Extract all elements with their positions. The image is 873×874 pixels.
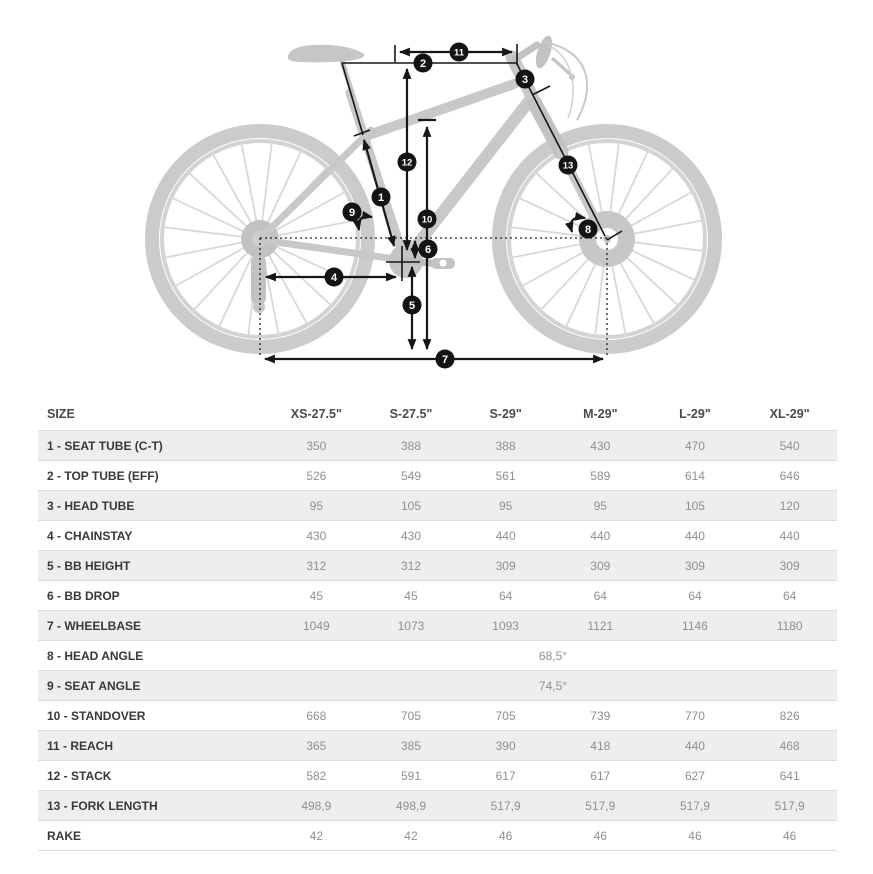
value-cell: 1093 bbox=[458, 611, 553, 641]
spoke bbox=[162, 242, 245, 258]
table-row bbox=[38, 761, 837, 791]
value-cell-spanned: 68,5° bbox=[269, 641, 837, 671]
row-label: 2 - TOP TUBE (EFF) bbox=[38, 461, 269, 491]
row-label: 5 - BB HEIGHT bbox=[38, 551, 269, 581]
marker-badge-7 bbox=[436, 350, 455, 369]
spoke bbox=[173, 246, 247, 287]
svg-text:10: 10 bbox=[421, 214, 433, 226]
table-row bbox=[38, 521, 837, 551]
rear-derailleur bbox=[251, 255, 266, 313]
value-cell: 64 bbox=[553, 581, 648, 611]
value-cell: 582 bbox=[269, 761, 364, 791]
marker-badge-10 bbox=[418, 210, 437, 229]
marker-badge-3 bbox=[516, 70, 535, 89]
value-cell: 591 bbox=[364, 761, 459, 791]
table-row bbox=[38, 611, 837, 641]
row-label: 3 - HEAD TUBE bbox=[38, 491, 269, 521]
table-row bbox=[38, 701, 837, 731]
value-cell: 105 bbox=[364, 491, 459, 521]
row-label: 11 - REACH bbox=[38, 731, 269, 761]
value-cell: 468 bbox=[742, 731, 837, 761]
marker-badge-1 bbox=[372, 188, 391, 207]
row-label: 13 - FORK LENGTH bbox=[38, 791, 269, 821]
value-cell: 1073 bbox=[364, 611, 459, 641]
value-cell: 309 bbox=[458, 551, 553, 581]
value-cell: 46 bbox=[553, 821, 648, 851]
svg-text:3: 3 bbox=[521, 74, 529, 86]
value-cell: 617 bbox=[458, 761, 553, 791]
marker-badge-2 bbox=[414, 54, 433, 73]
value-cell: 46 bbox=[458, 821, 553, 851]
size-column-header: XL-29" bbox=[769, 407, 810, 421]
marker-badge-9 bbox=[343, 203, 362, 222]
value-cell: 526 bbox=[269, 461, 364, 491]
header-row bbox=[38, 398, 837, 431]
value-cell: 64 bbox=[458, 581, 553, 611]
value-cell: 589 bbox=[553, 461, 648, 491]
value-cell: 390 bbox=[458, 731, 553, 761]
marker-badge-8 bbox=[579, 220, 598, 239]
geometry-table bbox=[38, 398, 837, 851]
marker-badge-6 bbox=[419, 240, 438, 259]
value-cell: 388 bbox=[458, 431, 553, 461]
row-label: 8 - HEAD ANGLE bbox=[38, 641, 269, 671]
value-cell: 365 bbox=[269, 731, 364, 761]
value-cell: 627 bbox=[648, 761, 743, 791]
value-cell: 498,9 bbox=[269, 791, 364, 821]
table-row bbox=[38, 581, 837, 611]
dim-headtube-axis bbox=[517, 64, 605, 236]
value-cell-spanned: 74,5° bbox=[269, 671, 837, 701]
value-cell: 1146 bbox=[648, 611, 743, 641]
size-column-header: M-29" bbox=[583, 407, 618, 421]
svg-text:2: 2 bbox=[419, 58, 427, 70]
bike-silhouette bbox=[152, 34, 715, 347]
geometry-table-body bbox=[38, 431, 837, 851]
spoke bbox=[275, 220, 358, 236]
value-cell: 95 bbox=[553, 491, 648, 521]
svg-text:6: 6 bbox=[424, 244, 432, 256]
table-row bbox=[38, 791, 837, 821]
value-cell: 440 bbox=[458, 521, 553, 551]
value-cell: 646 bbox=[742, 461, 837, 491]
value-cell: 418 bbox=[553, 731, 648, 761]
value-cell: 498,9 bbox=[364, 791, 459, 821]
spoke bbox=[267, 252, 308, 326]
table-row bbox=[38, 551, 837, 581]
value-cell: 705 bbox=[364, 701, 459, 731]
spoke bbox=[262, 140, 272, 224]
size-column-header: L-29" bbox=[679, 407, 711, 421]
svg-text:12: 12 bbox=[401, 157, 413, 169]
spoke bbox=[161, 227, 245, 237]
value-cell: 1049 bbox=[269, 611, 364, 641]
row-label: 10 - STANDOVER bbox=[38, 701, 269, 731]
spoke bbox=[241, 141, 257, 224]
svg-text:13: 13 bbox=[562, 160, 574, 172]
value-cell: 350 bbox=[269, 431, 364, 461]
value-cell: 105 bbox=[648, 491, 743, 521]
value-cell: 430 bbox=[269, 521, 364, 551]
value-cell: 739 bbox=[553, 701, 648, 731]
geometry-diagram-svg bbox=[0, 0, 873, 396]
value-cell: 705 bbox=[458, 701, 553, 731]
value-cell: 42 bbox=[269, 821, 364, 851]
size-column-header: XS-27.5" bbox=[290, 407, 342, 421]
table-row bbox=[38, 821, 837, 851]
value-cell: 64 bbox=[648, 581, 743, 611]
table-row bbox=[38, 431, 837, 461]
value-cell: 826 bbox=[742, 701, 837, 731]
geometry-diagram bbox=[0, 0, 873, 396]
value-cell: 470 bbox=[648, 431, 743, 461]
geometry-table-header bbox=[38, 398, 837, 431]
value-cell: 517,9 bbox=[742, 791, 837, 821]
table-row bbox=[38, 671, 837, 701]
value-cell: 45 bbox=[269, 581, 364, 611]
value-cell: 95 bbox=[458, 491, 553, 521]
value-cell: 64 bbox=[742, 581, 837, 611]
value-cell: 770 bbox=[648, 701, 743, 731]
row-label: 1 - SEAT TUBE (C-T) bbox=[38, 431, 269, 461]
brake-cables bbox=[545, 42, 587, 120]
value-cell: 312 bbox=[269, 551, 364, 581]
spoke bbox=[212, 152, 253, 226]
value-cell: 549 bbox=[364, 461, 459, 491]
table-row bbox=[38, 491, 837, 521]
row-label: 12 - STACK bbox=[38, 761, 269, 791]
value-cell: 517,9 bbox=[648, 791, 743, 821]
size-column-header: S-29" bbox=[489, 407, 522, 421]
value-cell: 540 bbox=[742, 431, 837, 461]
row-label: 7 - WHEELBASE bbox=[38, 611, 269, 641]
value-cell: 388 bbox=[364, 431, 459, 461]
size-column-header: S-27.5" bbox=[389, 407, 433, 421]
svg-text:8: 8 bbox=[584, 224, 592, 236]
value-cell: 385 bbox=[364, 731, 459, 761]
value-cell: 641 bbox=[742, 761, 837, 791]
value-cell: 440 bbox=[742, 521, 837, 551]
value-cell: 517,9 bbox=[553, 791, 648, 821]
svg-text:1: 1 bbox=[377, 192, 385, 204]
svg-text:7: 7 bbox=[441, 354, 449, 366]
marker-badge-12 bbox=[398, 153, 417, 172]
marker-badge-4 bbox=[325, 268, 344, 287]
value-cell: 312 bbox=[364, 551, 459, 581]
table-row bbox=[38, 731, 837, 761]
value-cell: 95 bbox=[269, 491, 364, 521]
value-cell: 309 bbox=[648, 551, 743, 581]
row-label: 4 - CHAINSTAY bbox=[38, 521, 269, 551]
marker-badge-5 bbox=[403, 296, 422, 315]
value-cell: 440 bbox=[648, 731, 743, 761]
value-cell: 1180 bbox=[742, 611, 837, 641]
value-cell: 668 bbox=[269, 701, 364, 731]
top-tube bbox=[366, 84, 514, 136]
value-cell: 46 bbox=[742, 821, 837, 851]
svg-text:4: 4 bbox=[330, 272, 338, 284]
value-cell: 614 bbox=[648, 461, 743, 491]
marker-badge-11 bbox=[450, 43, 469, 62]
svg-text:9: 9 bbox=[348, 207, 356, 219]
row-label: RAKE bbox=[38, 821, 269, 851]
saddle bbox=[288, 45, 365, 63]
value-cell: 617 bbox=[553, 761, 648, 791]
value-cell: 1121 bbox=[553, 611, 648, 641]
table-row bbox=[38, 641, 837, 671]
value-cell: 309 bbox=[742, 551, 837, 581]
svg-text:11: 11 bbox=[453, 47, 465, 59]
value-cell: 430 bbox=[364, 521, 459, 551]
marker-badge-13 bbox=[559, 156, 578, 175]
value-cell: 45 bbox=[364, 581, 459, 611]
svg-text:5: 5 bbox=[408, 300, 416, 312]
row-label: 9 - SEAT ANGLE bbox=[38, 671, 269, 701]
dim-seattube-axis bbox=[342, 63, 363, 135]
value-cell: 430 bbox=[553, 431, 648, 461]
value-cell: 120 bbox=[742, 491, 837, 521]
table-row bbox=[38, 461, 837, 491]
value-cell: 440 bbox=[648, 521, 743, 551]
value-cell: 440 bbox=[553, 521, 648, 551]
value-cell: 517,9 bbox=[458, 791, 553, 821]
value-cell: 309 bbox=[553, 551, 648, 581]
value-cell: 561 bbox=[458, 461, 553, 491]
value-cell: 42 bbox=[364, 821, 459, 851]
row-label: 6 - BB DROP bbox=[38, 581, 269, 611]
value-cell: 46 bbox=[648, 821, 743, 851]
size-header: SIZE bbox=[47, 407, 75, 421]
